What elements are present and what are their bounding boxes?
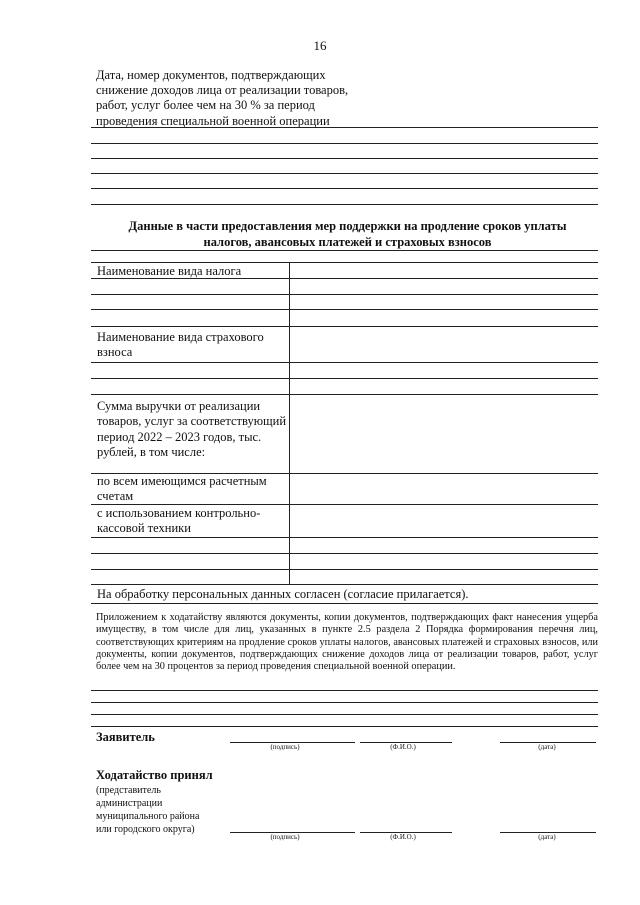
- divider: [91, 603, 598, 604]
- table-line: [91, 553, 598, 554]
- signature-caption: (подпись): [270, 833, 300, 841]
- table-line: [91, 537, 598, 538]
- insurance-type-label: Наименование вида страхового взноса: [97, 330, 264, 360]
- revenue-sum-label: Сумма выручки от реализации товаров, услуг за соответствующий период 2022 – 2023 годов, тыс. рублей, в том числе:: [97, 399, 287, 459]
- divider: [91, 250, 598, 251]
- accepted-label: Ходатайство принял: [96, 768, 213, 782]
- section-title-line: налогов, авансовых платежей и страховых взносов: [203, 234, 492, 249]
- table-line: [91, 326, 598, 327]
- table-line: [91, 569, 598, 570]
- fill-line[interactable]: [91, 726, 598, 727]
- table-line: [91, 278, 598, 279]
- representative-line: или городского округа): [96, 824, 195, 835]
- representative-line: администрации: [96, 798, 163, 809]
- date-caption: (дата): [538, 833, 556, 841]
- intro-line: Дата, номер документов, подтверждающих: [96, 68, 326, 82]
- table-line: [91, 394, 598, 395]
- by-cash-register-label: с использованием контрольно-кассовой техники: [97, 506, 261, 536]
- intro-line: работ, услуг более чем на 30 % за период: [96, 98, 315, 113]
- by-accounts-label: по всем имеющимся расчетным счетам: [97, 474, 267, 504]
- page-number: 16: [313, 38, 327, 53]
- tax-type-label: Наименование вида налога: [97, 264, 242, 278]
- table-line: [91, 262, 598, 263]
- fio-caption: (Ф.И.О.): [390, 743, 416, 751]
- table-line: [91, 309, 598, 310]
- table-line: [91, 294, 598, 295]
- fill-line[interactable]: [91, 690, 598, 691]
- table-line: [91, 584, 598, 585]
- fill-line[interactable]: [91, 143, 598, 144]
- fill-line[interactable]: [91, 204, 598, 205]
- table-line: [91, 504, 598, 505]
- attachment-paragraph: Приложением к ходатайству являются документы, копии документов, подтверждающих факт нанесения ущерба имуществу, в том числе для лиц, указанных в пункте 2.5 раздела 2 Порядка формирования перечня лиц, соответствующих критериям на продление сроков уплаты налогов, авансовых платежей и страховых взносов, или документы, копии документов, подтверждающих снижение доходов лица от реализации товаров, работ, услуг более чем на 30 процентов за период проведения специальной военной операции.: [96, 612, 598, 673]
- intro-line: проведения специальной военной операции: [96, 113, 330, 128]
- fill-line[interactable]: [91, 127, 598, 128]
- fill-line[interactable]: [91, 702, 598, 703]
- applicant-label: Заявитель: [96, 730, 155, 744]
- signature-caption: (подпись): [270, 743, 300, 751]
- intro-line: снижение доходов лица от реализации товаров,: [96, 83, 349, 98]
- fill-line[interactable]: [91, 173, 598, 174]
- section-title-line: Данные в части предоставления мер поддержки на продление сроков уплаты: [128, 219, 567, 233]
- date-caption: (дата): [538, 743, 556, 751]
- fill-line[interactable]: [91, 158, 598, 159]
- fill-line[interactable]: [91, 714, 598, 715]
- fill-line[interactable]: [91, 188, 598, 189]
- consent-text: На обработку персональных данных согласен (согласие прилагается).: [97, 587, 469, 601]
- table-line: [91, 378, 598, 379]
- sales-drop-documents-label: [96, 68, 456, 129]
- fio-caption: (Ф.И.О.): [390, 833, 416, 841]
- table-column-divider: [289, 262, 290, 584]
- section-title: [95, 219, 600, 250]
- representative-line: (представитель: [96, 785, 161, 796]
- representative-note: [96, 784, 236, 836]
- table-line: [91, 362, 598, 363]
- representative-line: муниципального района: [96, 811, 200, 822]
